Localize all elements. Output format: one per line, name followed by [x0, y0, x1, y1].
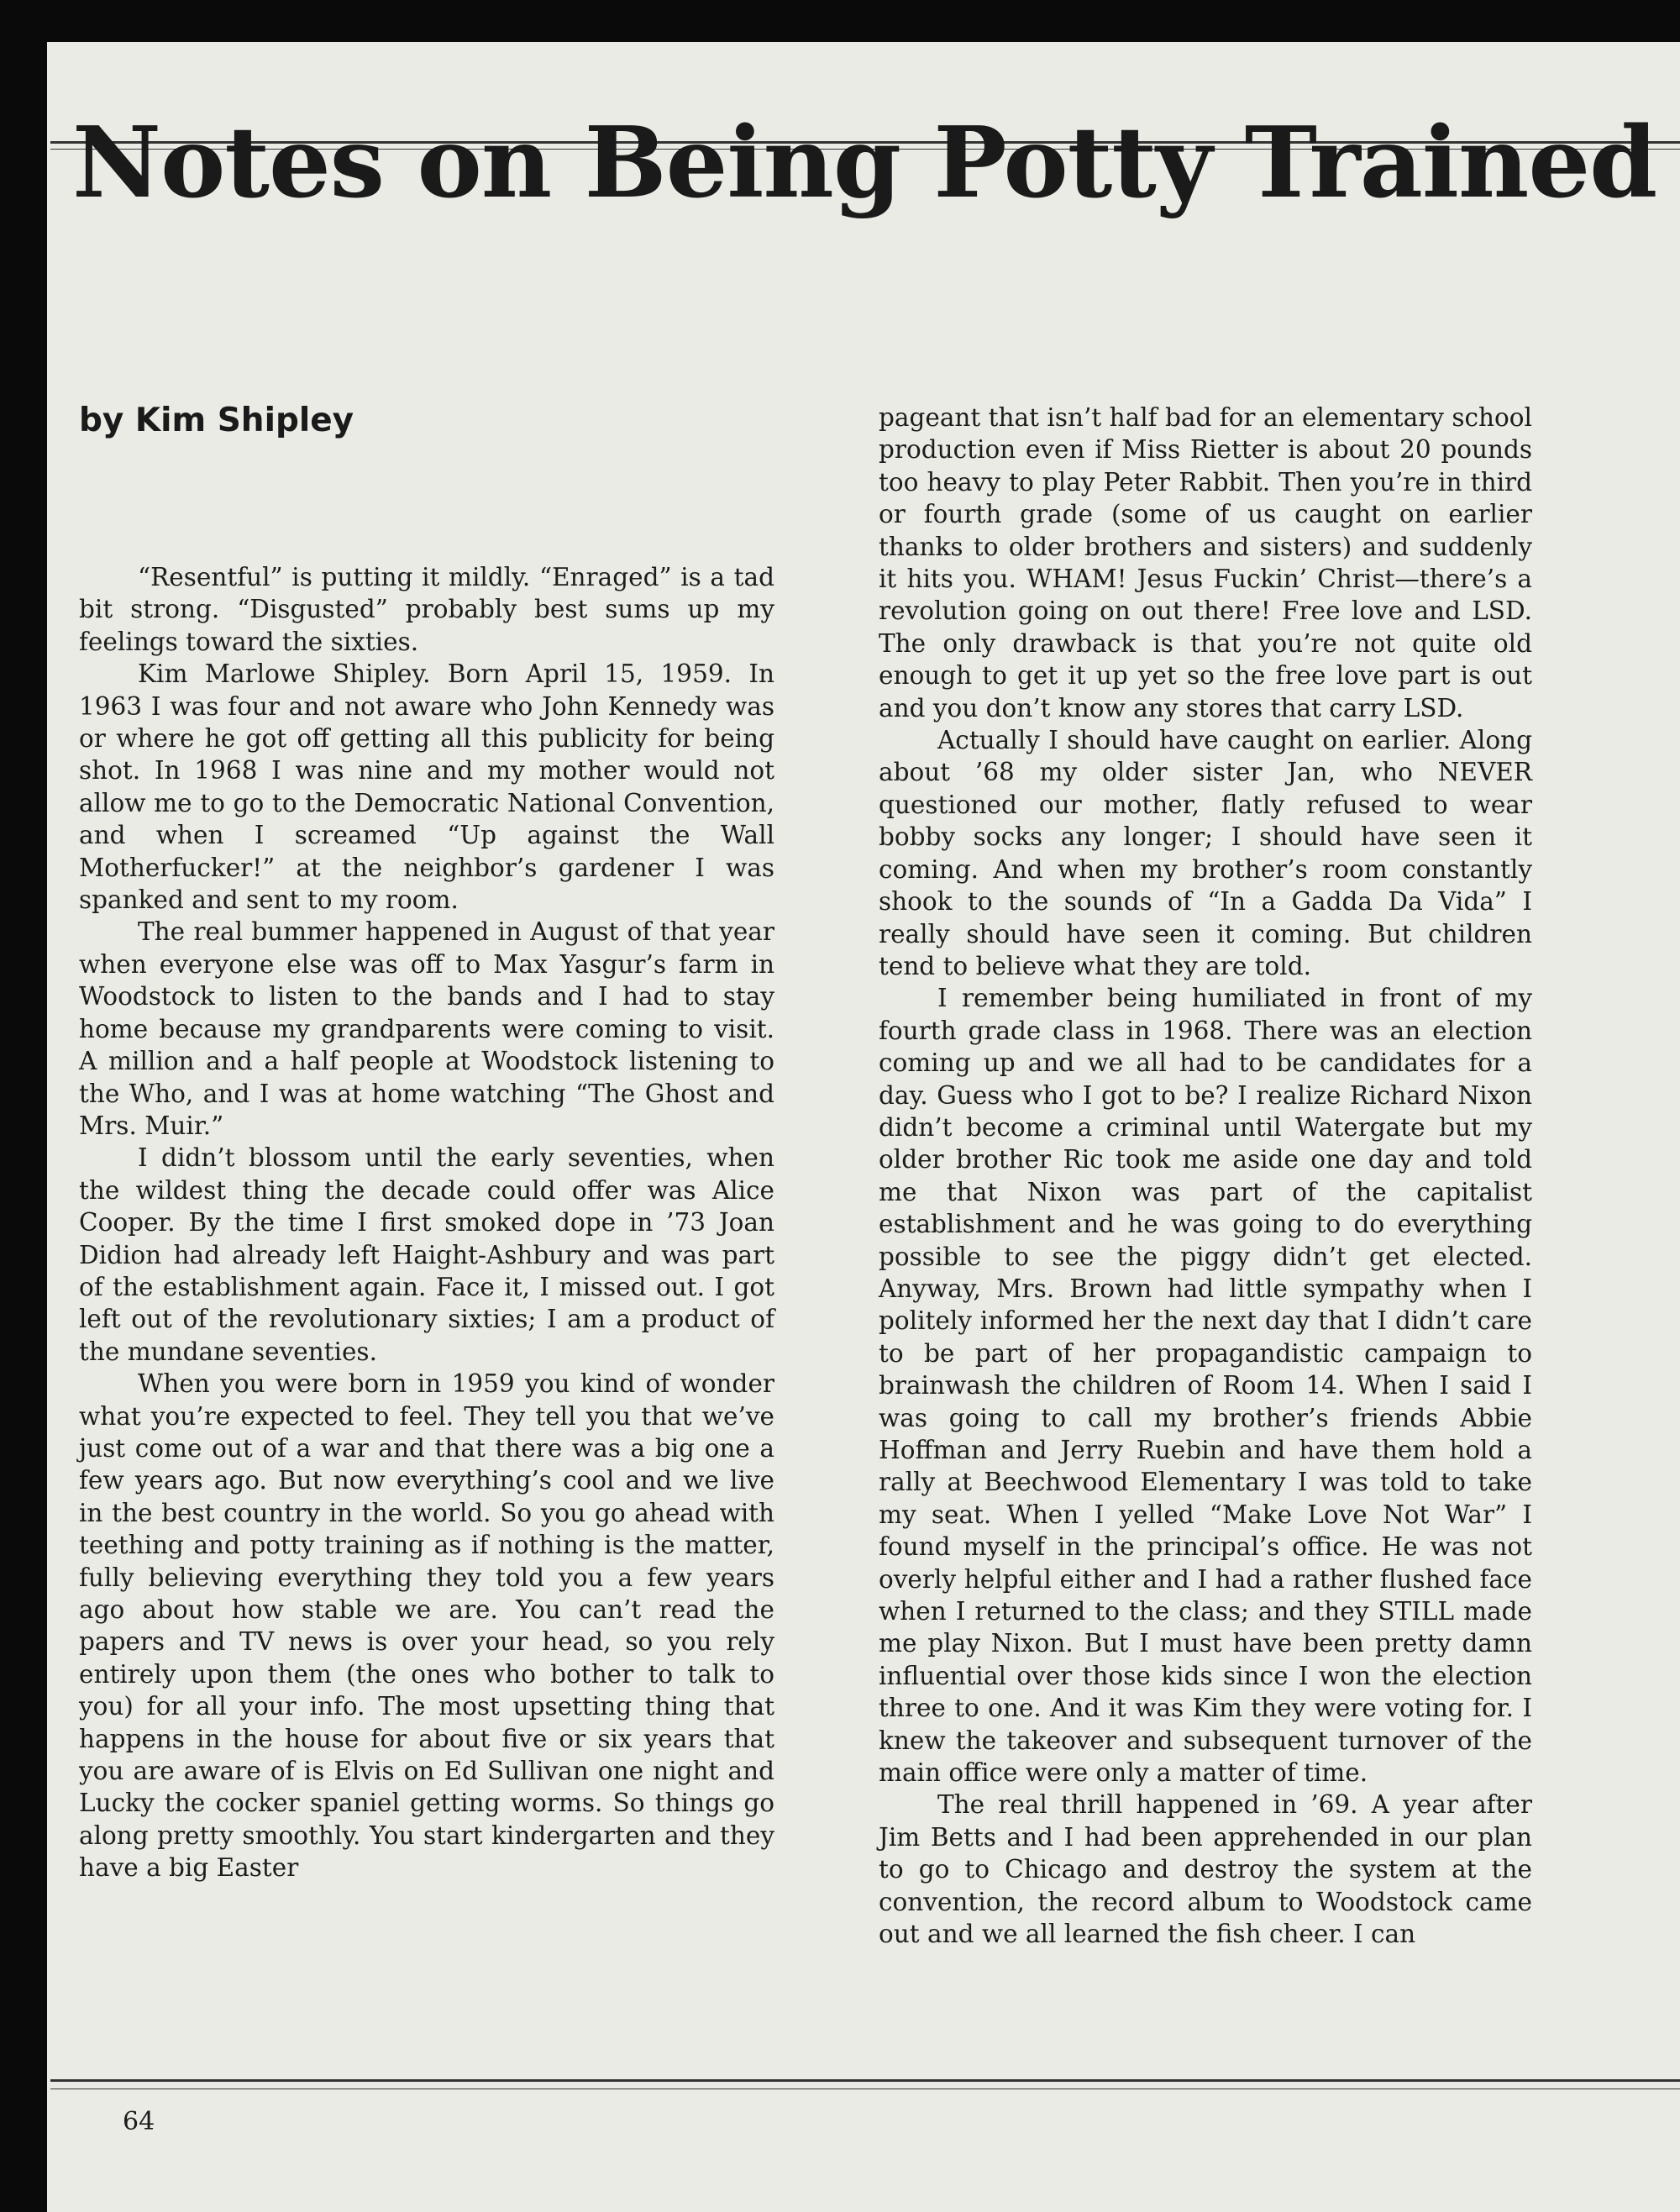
paragraph: The real bummer happened in August of that year when everyone else was off to Max Yasgur’s farm in Woodstock to listen to the bands and I had to stay home because my grandparents were coming to visit. A million and a half people at Woodstock listening to the Who, and I was at home watching “The Ghost and Mrs. Muir.” — [79, 917, 774, 1140]
paragraph: “Resentful” is putting it mildly. “Enraged” is a tad bit strong. “Disgusted” probably best sums up my feelings toward the sixties. — [79, 563, 774, 656]
paragraph: I didn’t blossom until the early seventies, when the wildest thing the decade could offer was Alice Cooper. By the time I first smoked dope in ’73 Joan Didion had already left Haight-Ashbury and was part of the establishment again. Face it, I missed out. I got left out of the revolutionary sixties; I am a product of the mundane seventies. — [79, 1143, 774, 1366]
bottom-rule — [50, 2079, 1680, 2082]
paragraph: When you were born in 1959 you kind of wonder what you’re expected to feel. They tell you that we’ve just come out of a war and that there was a big one a few years ago. But now everything’s cool and we live in the best country in the world. So you go ahead with teething and potty training as if nothing is the matter, fully believing everything they told you a few years ago about how stable we are. You can’t read the papers and TV news is over your head, so you rely entirely upon them (the ones who bother to talk to you) for all your info. The most upsetting thing that happens in the house for about five or six years that you are aware of is Elvis on Ed Sullivan one night and Lucky the cocker spaniel getting worms. So things go along pretty smoothly. You start kindergarten and they have a big Easter — [79, 1369, 774, 1883]
paragraph: The real thrill happened in ’69. A year after Jim Betts and I had been apprehended in our plan to go to Chicago and destroy the system at the convention, the record album to Woodstock came out and we all learned the fish cheer. I can — [879, 1790, 1532, 1949]
left-column — [79, 561, 774, 1884]
paragraph: Actually I should have caught on earlier. Along about ’68 my older sister Jan, who NEVER questioned our mother, flatly refused to wear bobby socks any longer; I should have seen it coming. And when my brother’s room constantly shook to the sounds of “In a Gadda Da Vida” I really should have seen it coming. But children tend to believe what they are told. — [879, 726, 1532, 980]
right-column — [879, 402, 1532, 1951]
paragraph: I remember being humiliated in front of my fourth grade class in 1968. There was an election coming up and we all had to be candidates for a day. Guess who I got to be? I realize Richard Nixon didn’t become a criminal until Watergate but my older brother Ric took me aside one day and told me that Nixon was part of the capitalist establishment and he was going to do everything possible to see the piggy didn’t get elected. Anyway, Mrs. Brown had little sympathy when I politely informed her the next day that I didn’t care to be part of her propagandistic campaign to brainwash the children of Room 14. When I said I was going to call my brother’s friends Abbie Hoffman and Jerry Ruebin and have them hold a rally at Beechwood Elementary I was told to take my seat. When I yelled “Make Love Not War” I found myself in the principal’s office. He was not overly helpful either and I had a rather flushed face when I returned to the class; and they STILL made me play Nixon. But I must have been pretty damn influential over those kids since I won the election three to one. And it was Kim they were voting for. I knew the takeover and subsequent turnover of the main office were only a matter of time. — [879, 984, 1532, 1788]
paragraph: pageant that isn’t half bad for an elementary school production even if Miss Rietter is about 20 pounds too heavy to play Peter Rabbit. Then you’re in third or fourth grade (some of us caught on earlier thanks to older brothers and sisters) and suddenly it hits you. WHAM! Jesus Fuckin’ Christ—there’s a revolution going on out there! Free love and LSD. The only drawback is that you’re not quite old enough to get it up yet so the free love part is out and you don’t know any stores that carry LSD. — [879, 403, 1532, 722]
paragraph: Kim Marlowe Shipley. Born April 15, 1959. In 1963 I was four and not aware who John Kennedy was or where he got off getting all this publicity for being shot. In 1968 I was nine and my mother would not allow me to go to the Democratic National Convention, and when I screamed “Up against the Wall Motherfucker!” at the neighbor’s gardener I was spanked and sent to my room. — [79, 659, 774, 915]
page-number: 64 — [123, 2107, 155, 2136]
byline: by Kim Shipley — [79, 402, 354, 439]
article-title: Notes on Being Potty Trained — [72, 106, 1657, 220]
